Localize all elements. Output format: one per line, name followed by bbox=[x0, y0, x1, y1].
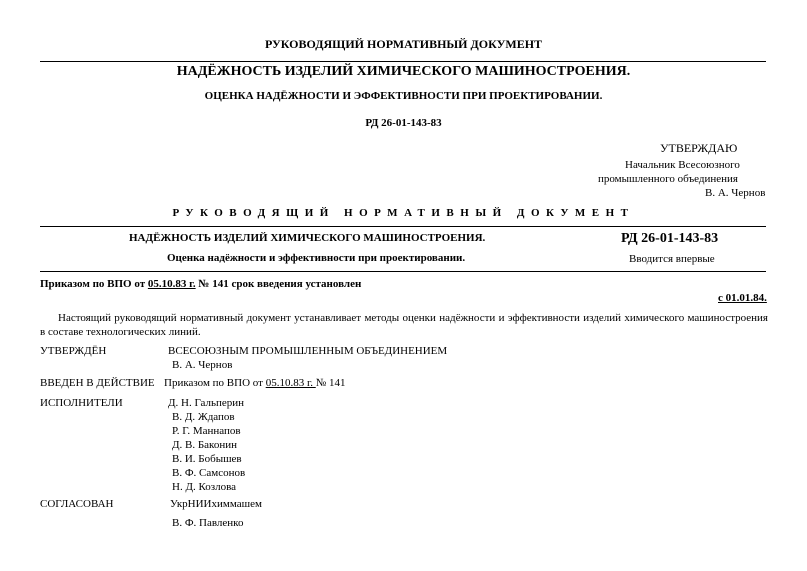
approved-org: ВСЕСОЮЗНЫМ ПРОМЫШЛЕННЫМ ОБЪЕДИНЕНИЕМ bbox=[168, 345, 448, 357]
approval-position-line2: промышленного объединения bbox=[598, 173, 738, 185]
header-subtitle: ОЦЕНКА НАДЁЖНОСТИ И ЭФФЕКТИВНОСТИ ПРИ ПРОЕКТИРОВАНИИ. bbox=[204, 90, 603, 102]
executor-name: В. Ф. Самсонов bbox=[172, 467, 246, 479]
executor-name: Д. В. Баконин bbox=[172, 439, 237, 451]
agreed-label: СОГЛАСОВАН bbox=[40, 498, 114, 510]
spaced-title-rule bbox=[40, 226, 766, 227]
enacted-prefix: Приказом по ВПО от bbox=[164, 377, 266, 389]
spaced-doc-type: РУКОВОДЯЩИЙ НОРМАТИВНЫЙ ДОКУМЕНТ bbox=[172, 207, 635, 219]
approval-word: УТВЕРЖДАЮ bbox=[660, 141, 738, 155]
enacted-date-link[interactable]: 05.10.83 г. bbox=[265, 377, 316, 389]
approved-label: УТВЕРЖДЁН bbox=[40, 345, 107, 357]
agreed-org: УкрНИИхиммашем bbox=[170, 498, 262, 510]
doc-block-code: РД 26-01-143-83 bbox=[621, 231, 719, 246]
header-rule bbox=[40, 61, 766, 62]
header-title: НАДЁЖНОСТЬ ИЗДЕЛИЙ ХИМИЧЕСКОГО МАШИНОСТРОЕНИЯ. bbox=[176, 64, 631, 79]
order-suffix: № 141 срок введения установлен bbox=[195, 278, 362, 290]
agreed-name: В. Ф. Павленко bbox=[172, 517, 244, 529]
executor-name: Р. Г. Маннапов bbox=[172, 425, 241, 437]
order-effective-date: с 01.01.84. bbox=[718, 292, 767, 304]
executor-name: Д. Н. Гальперин bbox=[168, 397, 245, 409]
executor-name: Н. Д. Козлова bbox=[172, 481, 237, 493]
approval-name: В. А. Чернов bbox=[705, 187, 766, 199]
approval-position-line1: Начальник Всесоюзного bbox=[625, 159, 740, 171]
header-doc-type: РУКОВОДЯЩИЙ НОРМАТИВНЫЙ ДОКУМЕНТ bbox=[264, 37, 543, 51]
enacted-label: ВВЕДЕН В ДЕЙСТВИЕ bbox=[40, 377, 155, 389]
doc-block-rule bbox=[40, 271, 766, 272]
order-date-link[interactable]: 05.10.83 г. bbox=[147, 278, 196, 290]
approved-name: В. А. Чернов bbox=[172, 359, 233, 371]
doc-block-introduced: Вводится впервые bbox=[629, 253, 715, 265]
enacted-suffix: № 141 bbox=[315, 377, 346, 389]
order-prefix: Приказом по ВПО от bbox=[40, 278, 148, 290]
order-line bbox=[40, 278, 361, 290]
doc-block-title: НАДЁЖНОСТЬ ИЗДЕЛИЙ ХИМИЧЕСКОГО МАШИНОСТРОЕНИЯ. bbox=[129, 232, 486, 244]
doc-block-subtitle: Оценка надёжности и эффективности при проектировании. bbox=[167, 252, 466, 264]
header-code: РД 26-01-143-83 bbox=[365, 117, 442, 129]
executors-label: ИСПОЛНИТЕЛИ bbox=[40, 397, 123, 409]
enacted-order bbox=[164, 377, 345, 389]
intro-paragraph: Настоящий руководящий нормативный документ устанавливает методы оценки надёжности и эффективности изделий химического машиностроения в составе технологических линий. bbox=[40, 312, 768, 338]
executor-name: В. Д. Ждапов bbox=[172, 411, 235, 423]
executor-name: В. И. Бобышев bbox=[172, 453, 242, 465]
